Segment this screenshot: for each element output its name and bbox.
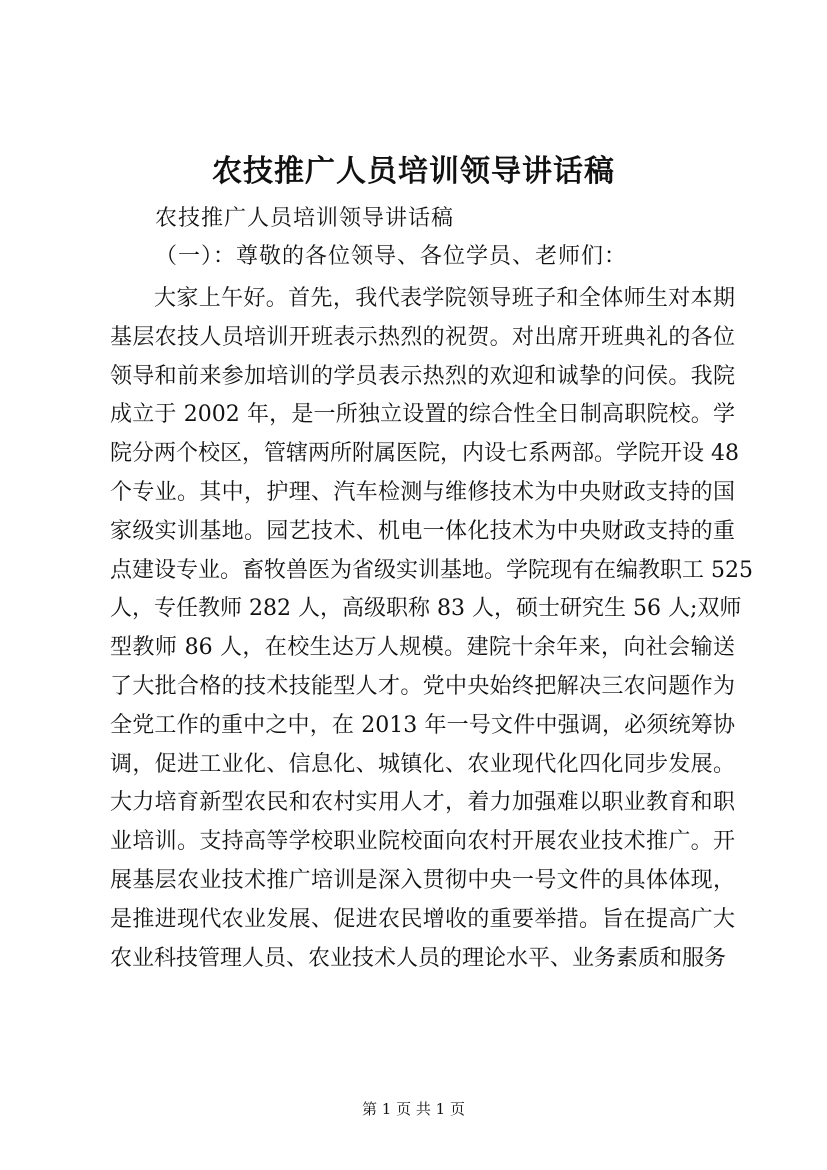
body-line: 调，促进工业化、信息化、城镇化、农业现代化四化同步发展。 — [110, 751, 735, 777]
body-line: 了大批合格的技术技能型人才。党中央始终把解决三农问题作为 — [110, 673, 735, 699]
body-line: 业培训。支持高等学校职业院校面向农村开展农业技术推广。开 — [110, 829, 735, 855]
body-line: 大力培育新型农民和农村实用人才，着力加强难以职业教育和职 — [110, 790, 735, 816]
body-line: 家级实训基地。园艺技术、机电一体化技术为中央财政支持的重 — [110, 518, 735, 544]
body-line: 领导和前来参加培训的学员表示热烈的欢迎和诚挚的问侯。我院 — [110, 363, 735, 389]
page-footer: 第 1 页 共 1 页 — [362, 1100, 465, 1118]
body-line: 人，专任教师 282 人，高级职称 83 人，硕士研究生 56 人;双师 — [110, 596, 742, 622]
body-line: 型教师 86 人，在校生达万人规模。建院十余年来，向社会输送 — [110, 635, 735, 661]
body-line: 全党工作的重中之中，在 2013 年一号文件中强调，必须统筹协 — [110, 712, 735, 738]
body-line: 个专业。其中，护理、汽车检测与维修技术为中央财政支持的国 — [110, 479, 735, 505]
body-line: 成立于 2002 年，是一所独立设置的综合性全日制高职院校。学 — [110, 402, 735, 428]
body-line: 是推进现代农业发展、促进农民增收的重要举措。旨在提高广大 — [110, 906, 735, 932]
body-line: 大家上午好。首先，我代表学院领导班子和全体师生对本期 — [154, 286, 735, 311]
body-line: 展基层农业技术推广培训是深入贯彻中央一号文件的具体体现， — [110, 867, 735, 893]
document-subtitle: 农技推广人员培训领导讲话稿 — [155, 206, 455, 231]
document-title: 农技推广人员培训领导讲话稿 — [212, 154, 615, 189]
body-line: 点建设专业。畜牧兽医为省级实训基地。学院现有在编教职工 525 — [110, 557, 753, 583]
body-line: 基层农技人员培训开班表示热烈的祝贺。对出席开班典礼的各位 — [110, 324, 735, 350]
body-line: 农业科技管理人员、农业技术人员的理论水平、业务素质和服务 — [110, 945, 727, 971]
salutation-line: （一）：尊敬的各位领导、各位学员、老师们： — [155, 244, 628, 269]
body-line: 院分两个校区，管辖两所附属医院，内设七系两部。学院开设 48 — [110, 441, 739, 467]
body-text — [110, 280, 753, 978]
